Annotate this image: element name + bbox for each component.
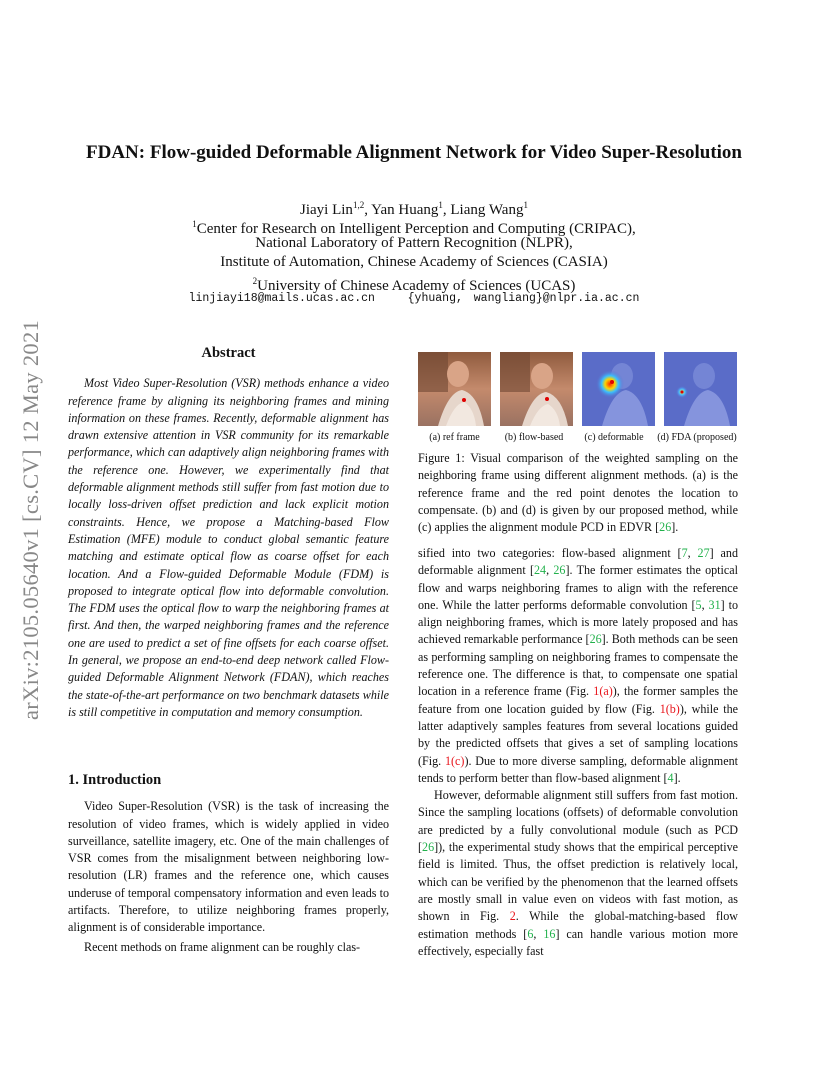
figure-image-ref-frame	[418, 352, 491, 426]
text-span: ].	[673, 770, 681, 785]
author-2: , Yan Huang	[364, 202, 439, 218]
figure-ref-link[interactable]: 1(b)	[659, 701, 680, 716]
citation-link[interactable]: 26	[589, 632, 602, 647]
abstract-text: Most Video Super-Resolution (VSR) methods enhance a video reference frame by aligning its neighboring frames and mining information on these frames. Recently, deformable alignment has drawn extensive attention in VSR community for its remarkable performance, which can adaptively align neighboring frames with the reference one. However, we experimentally find that deformable alignment methods still suffer from fast motion due to locally loss-driven offset prediction and lack explicit motion constraints. Hence, we propose a Matching-based Flow Estimation (MFE) module to conduct global semantic feature matching and estimate optical flow as coarse offset for each location. And a Flow-guided Deformable Module (FDM) is proposed to integrate optical flow into deformable convolution. The FDM uses the optical flow to warp the neighboring frames at first. And then, the warped neighboring frames and the reference one are used to predict a set of fine offsets for each coarse offset. In general, we propose an end-to-end deep network called Flow-guided Deformable Alignment Network (FDAN), which reaches the state-of-the-art performance on two benchmark datasets while is still competitive in computation and memory consumption.	[68, 376, 389, 719]
intro-heading: 1. Introduction	[68, 772, 162, 788]
citation-link[interactable]: 5	[695, 597, 702, 612]
right-paragraph-2	[418, 787, 738, 960]
aff-2-sup: 2	[252, 276, 258, 286]
email-2[interactable]: {yhuang, wangliang}@nlpr.ia.ac.cn	[407, 292, 640, 305]
intro-section	[68, 772, 389, 956]
text-span: ,	[546, 563, 554, 578]
right-paragraph-1	[418, 545, 738, 787]
right-column	[418, 545, 738, 960]
paper-title: FDAN: Flow-guided Deformable Alignment Network for Video Super-Resolution	[86, 142, 742, 163]
figure-label-a: (a) ref frame	[429, 432, 480, 443]
author-1-sup: 1,2	[352, 200, 365, 210]
text-span: ,	[533, 926, 544, 941]
affiliation-1b: National Laboratory of Pattern Recognition (NLPR),	[255, 235, 573, 251]
email-1[interactable]: linjiayi18@mails.ucas.ac.cn	[188, 292, 375, 305]
emails	[0, 292, 828, 305]
text-span: ]. Both methods can be seen as performing sampling on neighboring frames to compensate the reference one. The difference is that, to compensate one spatial location in a reference frame (Fig.	[418, 632, 739, 699]
aff-2-text: University of Chinese Academy of Sciences (UCAS)	[257, 278, 576, 294]
figure-1	[418, 352, 738, 428]
citation-link[interactable]: 7	[681, 546, 688, 560]
figure-image-deformable	[582, 352, 655, 426]
text-span: . While the global-matching-based flow estimation methods [	[418, 909, 739, 941]
affiliation-1c: Institute of Automation, Chinese Academy of Sciences (CASIA)	[220, 254, 608, 270]
figure-label-c: (c) deformable	[584, 432, 644, 443]
citation-link[interactable]: 24	[533, 563, 547, 578]
text-span: ,	[687, 546, 698, 560]
caption-end: ].	[671, 520, 679, 535]
figure-caption	[418, 450, 738, 536]
text-span: ]), the experimental study shows that the empirical perceptive field is limited. Thus, the offset prediction is relatively local, which can be verified by the phenomenon that the learned offsets are mostly small in value even on videos with fast motion, as shown in Fig.	[418, 840, 738, 924]
intro-paragraph-1: Video Super-Resolution (VSR) is the task of increasing the resolution of video frames, which is widely applied in video surveillance, satellite imagery, etc. One of the main challenges of VSR comes from the misalignment between neighboring low-resolution (LR) frames and the reference one, which causes underuse of temporal compensatory information and even leads to artifacts. Therefore, to utilize neighboring frames properly, alignment is of considerable importance.	[68, 799, 389, 935]
intro-paragraph-2: Recent methods on frame alignment can be roughly clas-	[84, 939, 361, 954]
text-span: ] to align neighboring frames, which is more lately proposed and has achieved remarkable performance [	[418, 597, 738, 647]
aff-1-text: Center for Research on Intelligent Perception and Computing (CRIPAC),	[196, 221, 636, 237]
citation-link[interactable]: 6	[527, 926, 534, 941]
figure-image-fda	[664, 352, 737, 426]
text-span: ,	[701, 597, 709, 612]
citation-link[interactable]: 31	[708, 597, 721, 612]
citation-link[interactable]: 26	[422, 840, 435, 855]
citation-link[interactable]: 27	[697, 546, 710, 560]
figure-label-b: (b) flow-based	[504, 432, 564, 443]
text-span: ]. The former estimates the optical flow and warps neighboring frames to align with the reference one. While the latter performs deformable convolution [	[418, 563, 739, 612]
author-3-sup: 1	[523, 200, 528, 210]
aff-1-sup: 1	[192, 219, 197, 229]
figure-image-flow-based	[500, 352, 573, 426]
author-3: , Liang Wang	[442, 202, 524, 218]
text-span: ] and deformable alignment [	[418, 546, 739, 578]
citation-link[interactable]: 16	[543, 926, 556, 941]
text-span: sified into two categories: flow-based alignment [	[418, 546, 682, 560]
figure-ref-link[interactable]: 1(c)	[444, 753, 465, 768]
figure-ref-link[interactable]: 2	[509, 909, 516, 924]
arxiv-id: arXiv:2105.05640v1 [cs.CV] 12 May 2021	[18, 319, 43, 721]
left-column	[68, 345, 389, 721]
citation-link[interactable]: 4	[667, 770, 674, 785]
text-span: However, deformable alignment still suffers from fast motion. Since the sampling locations (offsets) of deformable convolution are predicted by a fully convolutional module (such as PCD [	[418, 788, 738, 855]
citation-link[interactable]: 26	[553, 563, 566, 578]
text-span: ), the former samples the feature from one location guided by flow (Fig.	[418, 684, 738, 716]
author-1: Jiayi Lin	[300, 202, 353, 218]
figure-label-d: (d) FDA (proposed)	[657, 432, 737, 443]
citation-link[interactable]: 26	[659, 520, 672, 535]
text-span: ). Due to more diverse sampling, deformable alignment tends to perform better than flow-based alignment [	[418, 753, 738, 785]
arxiv-sidebar	[16, 280, 46, 760]
author-2-sup: 1	[438, 200, 443, 210]
text-span: ] can handle various motion more effectively, especially fast	[418, 926, 738, 958]
figure-ref-link[interactable]: 1(a)	[593, 684, 613, 699]
text-span: ), while the latter adaptively samples features from several locations guided by the predicted offsets that gives a set of sampling locations (Fig.	[418, 701, 738, 768]
caption-text: Figure 1: Visual comparison of the weighted sampling on the neighboring frame using different alignment methods. (a) is the reference frame and the red point denotes the location to compensate. (b) and (d) is given by our proposed method, while (c) applies the alignment module PCD in EDVR [	[418, 451, 738, 535]
abstract-heading: Abstract	[201, 345, 256, 361]
